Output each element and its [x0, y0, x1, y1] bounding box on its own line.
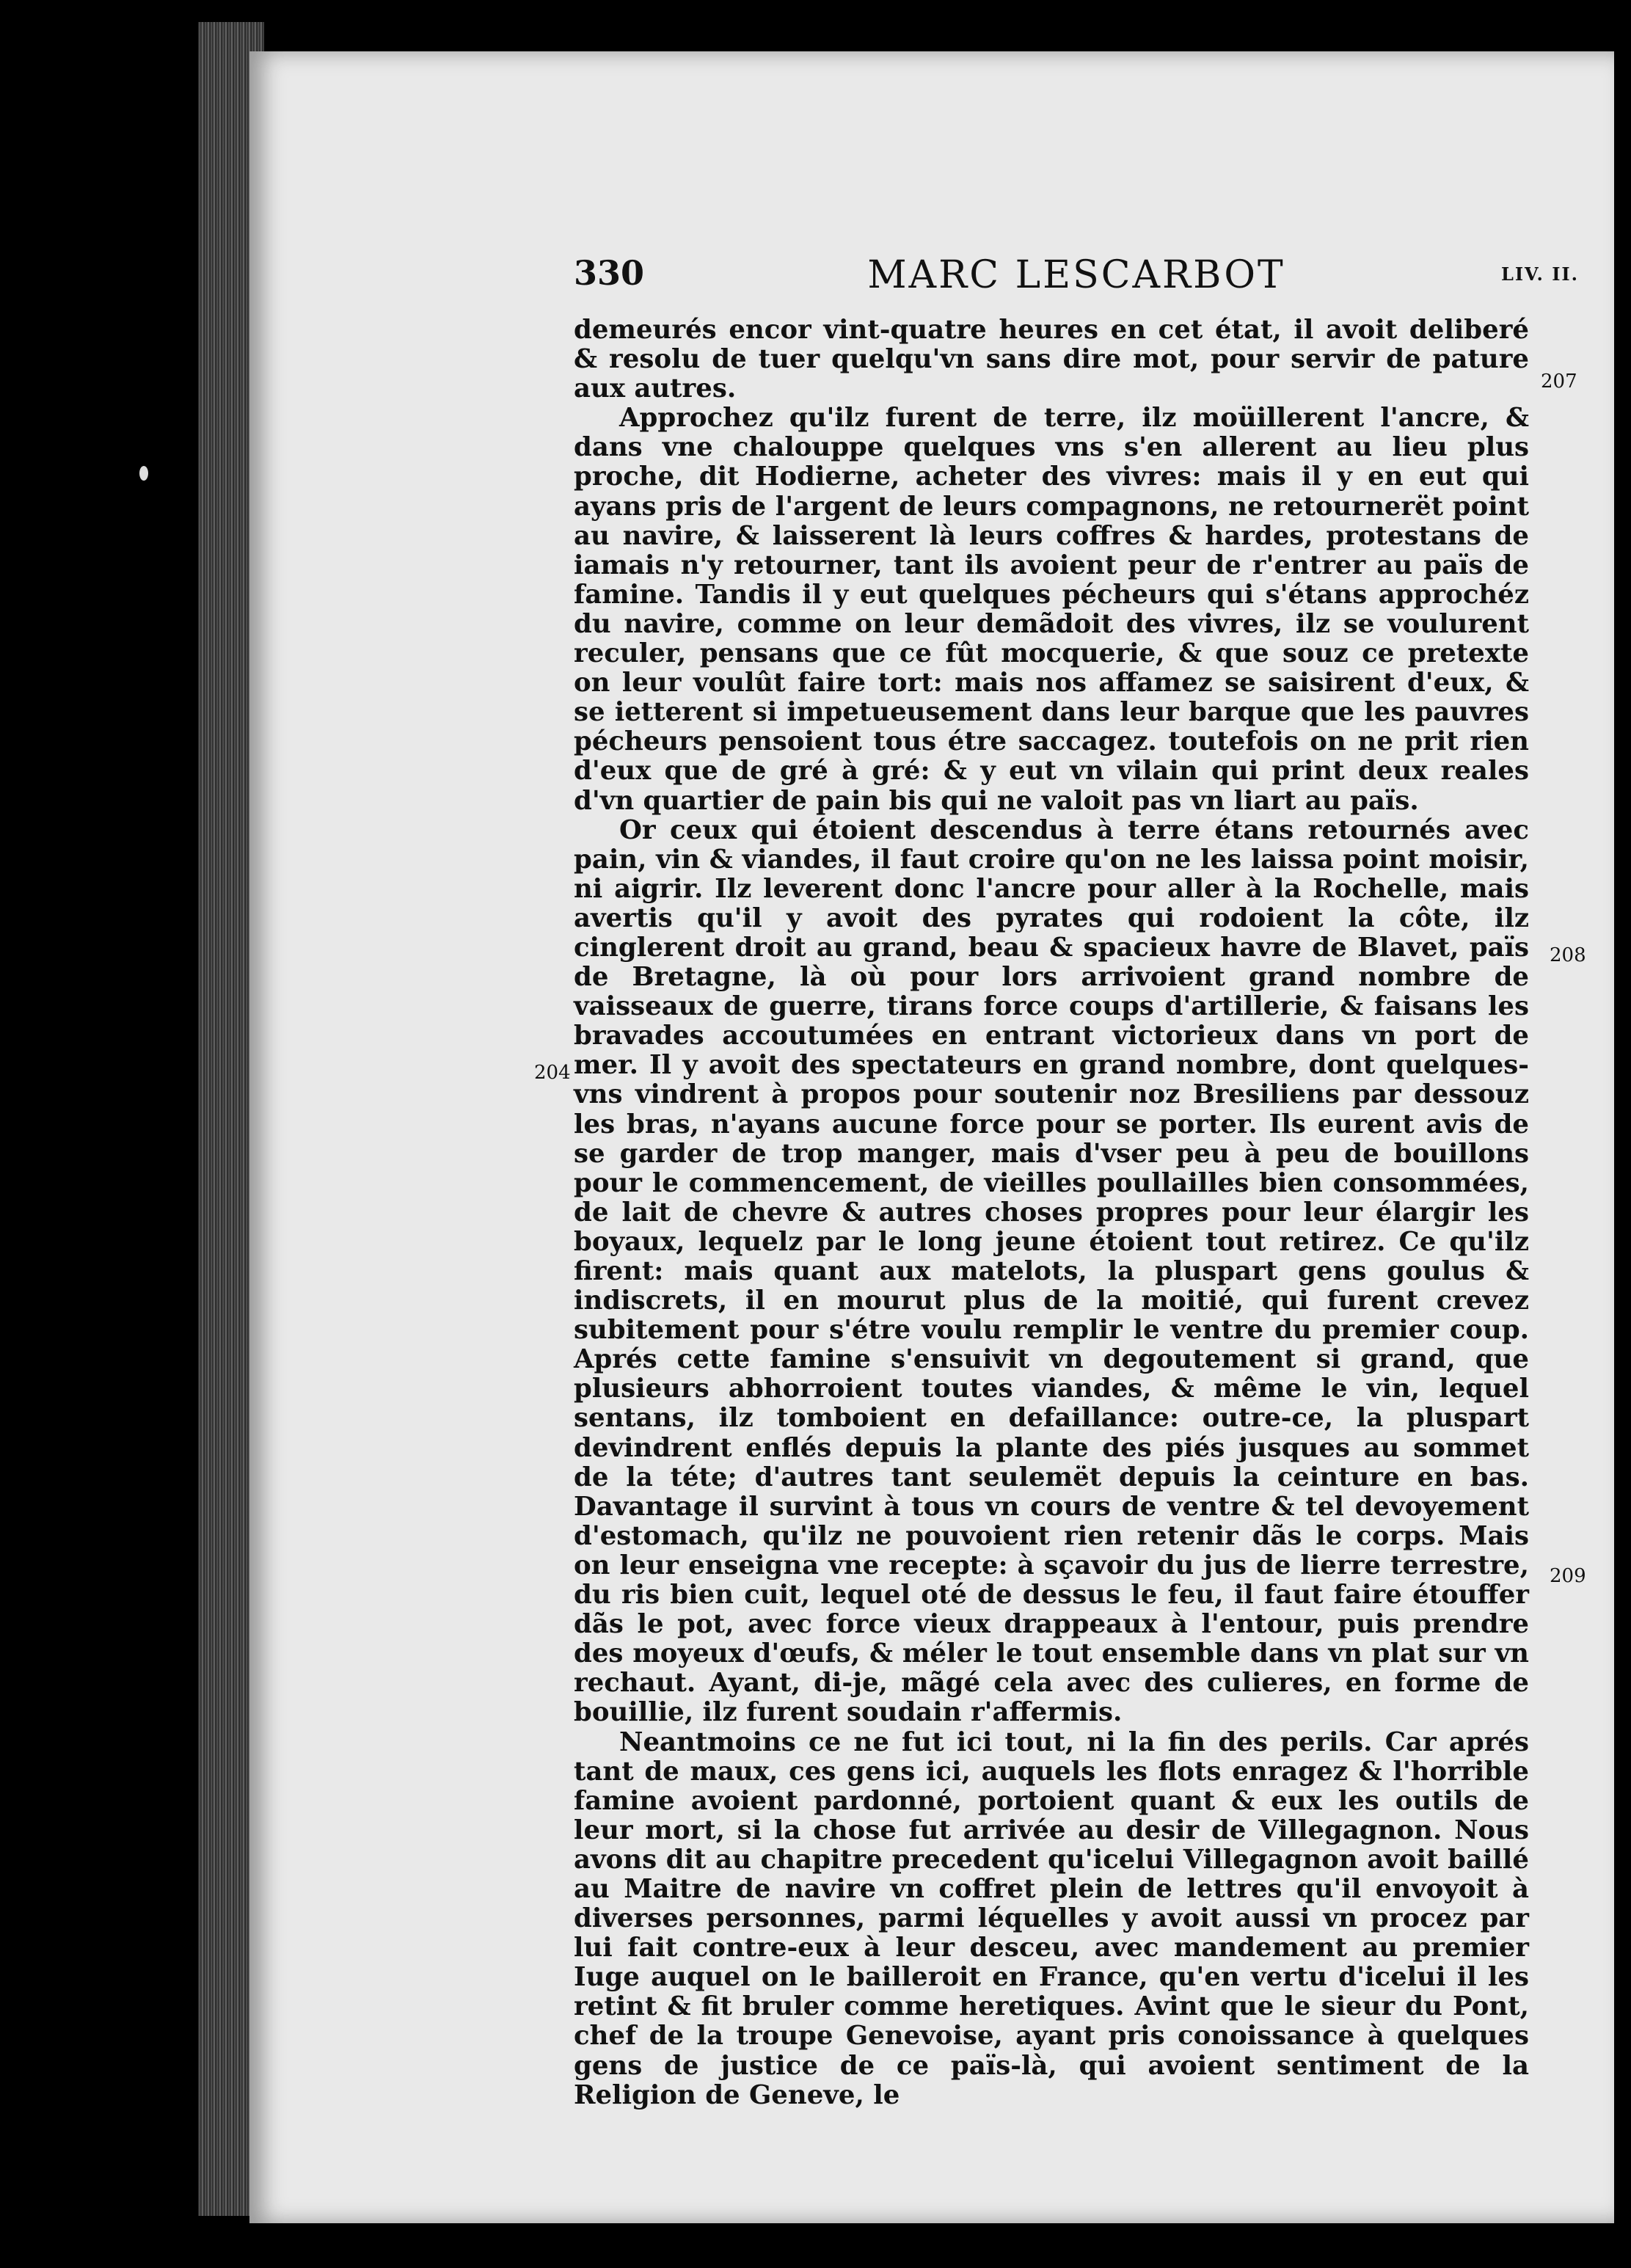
body-text — [574, 316, 1529, 2110]
margin-number-208: 208 — [1550, 944, 1586, 966]
margin-number-207: 207 — [1541, 371, 1577, 393]
page-number: 330 — [574, 253, 645, 293]
margin-number-204: 204 — [534, 1062, 571, 1084]
page-header — [574, 253, 1579, 305]
running-title: MARC LESCARBOT — [867, 253, 1285, 297]
paragraph-3: Or ceux qui étoient descendus à terre étans retournés avec pain, vin & viandes, il faut croire qu'on ne les laissa point moisir, ni aigrir. Ilz leverent donc l'ancre pour aller à la Rochelle, mais avertis qu'il y avoit des pyrates qui rodoient la côte, ilz cinglerent droit au grand, beau & spacieux havre de Blavet, païs de Bretagne, là où pour lors arrivoient grand nombre de vaisseaux de guerre, tirans force coups d'artillerie, & faisans les bravades accoutumées en entrant victorieux dans vn port de mer. Il y avoit des spectateurs en grand nombre, dont quelques-vns vindrent à propos pour soutenir noz Bresiliens par dessouz les bras, n'ayans aucune force pour se porter. Ils eurent avis de se garder de trop manger, mais d'vser peu à peu de bouillons pour le commencement, de vieilles poullailles bien consommées, de lait de chevre & autres choses propres pour leur élargir les boyaux, lequelz par le long jeune étoient tout retirez. Ce qu'ilz firent: mais quant aux matelots, la pluspart gens goulus & indiscrets, il en mourut plus de la moitié, qui furent crevez subitement pour s'étre voulu remplir le ventre du premier coup. Aprés cette famine s'ensuivit vn degoutement si grand, que plusieurs abhorroient toutes viandes, & même le vin, lequel sentans, ilz tomboient en defaillance: outre-ce, la pluspart devindrent enflés depuis la plante des piés jusques au sommet de la téte; d'autres tant seulemët depuis la ceinture en bas. Davantage il survint à tous vn cours de ventre & tel devoyement d'estomach, qu'ilz ne pouvoient rien retenir dãs le corps. Mais on leur enseigna vne recepte: à sçavoir du jus de lierre terrestre, du ris bien cuit, lequel oté de dessus le feu, il faut faire étouffer dãs le pot, avec force vieux drappeaux à l'entour, puis prendre des moyeux d'œufs, & méler le tout ensemble dans vn plat sur vn rechaut. Ayant, di-je, mãgé cela avec des culieres, en forme de bouillie, ilz furent soudain r'affermis. — [574, 814, 1529, 1728]
paragraph-1: demeurés encor vint-quatre heures en cet état, il avoit deliberé & resolu de tuer quelqu'vn sans dire mot, pour servir de pature aux autres. — [574, 315, 1529, 404]
paragraph-2: Approchez qu'ilz furent de terre, ilz moüillerent l'ancre, & dans vne chalouppe quelques vns s'en allerent au lieu plus proche, dit Hodierne, acheter des vivres: mais il y en eut qui ayans pris de l'argent de leurs compagnons, ne retournerët point au navire, & laisserent là leurs coffres & hardes, protestans de iamais n'y retourner, tant ils avoient peur de r'entrer au païs de famine. Tandis il y eut quelques pécheurs qui s'étans approchéz du navire, comme on leur demãdoit des vivres, ilz se voulurent reculer, pensans que ce fût mocquerie, & que souz ce pretexte on leur voulût faire tort: mais nos affamez se saisirent d'eux, & se ietterent si impetueusement dans leur barque que les pauvres pécheurs pensoient tous étre saccagez. toutefois on ne prit rien d'eux que de gré à gré: & y eut vn vilain qui print deux reales d'vn quartier de pain bis qui ne valoit pas vn liart au païs. — [574, 403, 1529, 816]
paragraph-4: Neantmoins ce ne fut ici tout, ni la fin des perils. Car aprés tant de maux, ces gens ici, auquels les flots enragez & l'horrible famine avoient pardonné, portoient quant & eux les outils de leur mort, si la chose fut arrivée au desir de Villegagnon. Nous avons dit au chapitre precedent qu'icelui Villegagnon avoit baillé au Maitre de navire vn coffret plein de lettres qu'il envoyoit à diverses personnes, parmi léquelles y avoit aussi vn procez par lui fait contre-eux à leur desceu, avec mandement au premier Iuge auquel on le bailleroit en France, qu'en vertu d'icelui il les retint & fit bruler comme heretiques. Avint que le sieur du Pont, chef de la troupe Genevoise, ayant pris conoissance à quelques gens de justice de ce païs-là, qui avoient sentiment de la Religion de Geneve, le — [574, 1726, 1529, 2110]
chapter-reference: LIV. II. — [1500, 263, 1579, 285]
margin-number-209: 209 — [1550, 1565, 1586, 1587]
scan-speck — [139, 466, 148, 481]
